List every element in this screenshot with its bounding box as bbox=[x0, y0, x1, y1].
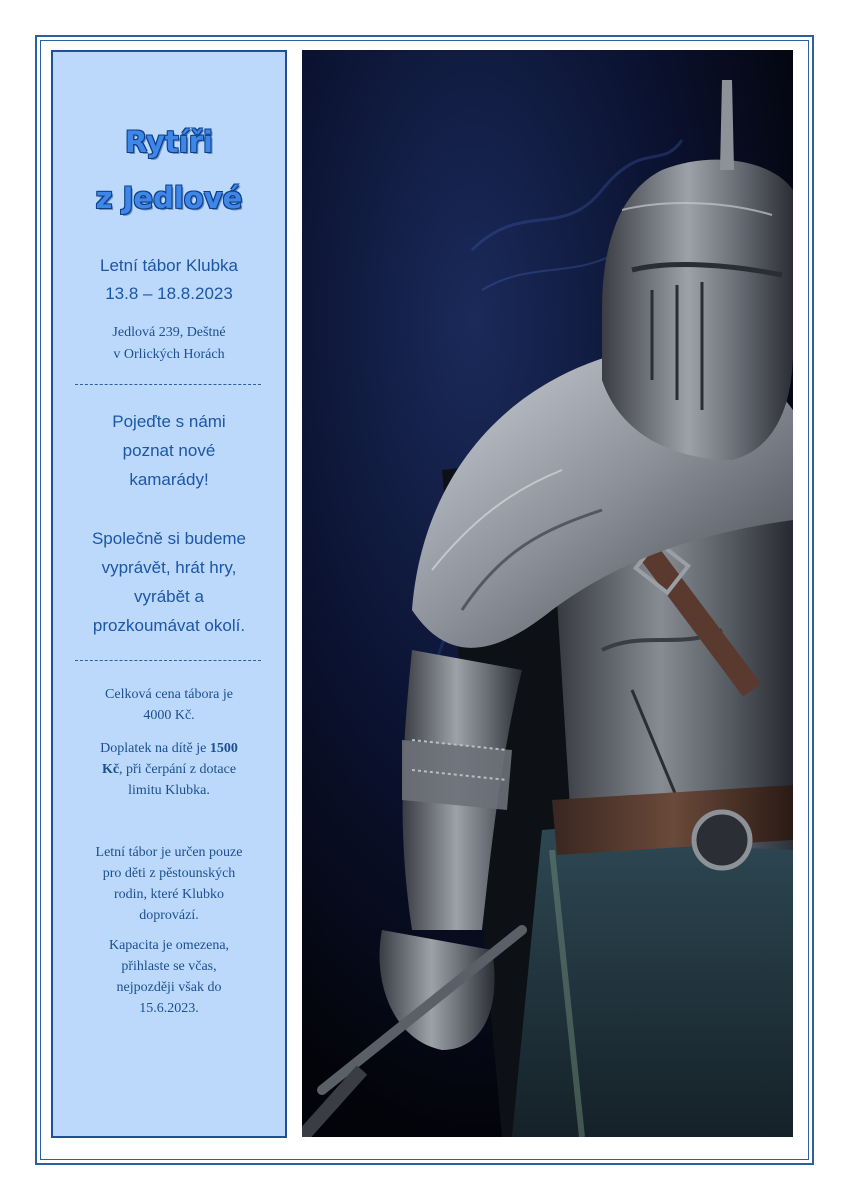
capacity-line: nejpozději však do bbox=[116, 980, 222, 995]
camp-address bbox=[53, 322, 285, 366]
surcharge-line-2 bbox=[53, 759, 285, 780]
target-line: doprovází. bbox=[139, 908, 199, 923]
activities-line: vyprávět, hrát hry, bbox=[101, 558, 237, 577]
activities-text bbox=[53, 524, 285, 640]
capacity-line: Kapacita je omezena, bbox=[108, 938, 230, 953]
address-line-2: v Orlických Horách bbox=[113, 347, 225, 362]
title-line-2: z Jedlové bbox=[95, 181, 243, 215]
surcharge-text-2: , při čerpání z dotace bbox=[119, 762, 237, 777]
invite-line: kamarády! bbox=[129, 470, 209, 489]
activities-line: prozkoumávat okolí. bbox=[92, 616, 246, 635]
surcharge-amount: 1500 bbox=[209, 741, 238, 756]
target-line: rodin, které Klubko bbox=[113, 887, 225, 902]
camp-name: Letní tábor Klubka bbox=[100, 256, 238, 275]
invite-line: poznat nové bbox=[122, 441, 216, 460]
capacity-line: 15.6.2023. bbox=[139, 1001, 199, 1016]
divider-bottom bbox=[75, 660, 261, 661]
surcharge-currency: Kč bbox=[101, 762, 120, 777]
surcharge-line-1 bbox=[53, 738, 285, 759]
surcharge-text bbox=[53, 738, 285, 801]
knight-photo bbox=[302, 50, 793, 1137]
price-line-2: 4000 Kč. bbox=[143, 708, 195, 723]
activities-line: vyrábět a bbox=[134, 587, 204, 606]
price-line-1: Celková cena tábora je bbox=[105, 687, 233, 702]
target-group-text bbox=[53, 842, 285, 926]
target-line: pro děti z pěstounských bbox=[102, 866, 236, 881]
knight-illustration bbox=[302, 50, 793, 1137]
surcharge-line-3: limitu Klubka. bbox=[128, 783, 210, 798]
target-line: Letní tábor je určen pouze bbox=[95, 845, 243, 860]
capacity-text bbox=[53, 935, 285, 1019]
poster-title bbox=[53, 114, 285, 226]
camp-info bbox=[53, 252, 285, 308]
capacity-line: přihlaste se včas, bbox=[121, 959, 217, 974]
surcharge-text-1: Doplatek na dítě je bbox=[100, 741, 210, 756]
text-sidebar bbox=[51, 50, 287, 1138]
invite-text bbox=[53, 407, 285, 494]
address-line-1: Jedlová 239, Deštné bbox=[112, 325, 226, 340]
price-text bbox=[53, 684, 285, 726]
invite-line: Pojeďte s námi bbox=[112, 412, 226, 431]
activities-line: Společně si budeme bbox=[91, 529, 247, 548]
title-line-1: Rytíři bbox=[125, 125, 213, 159]
divider-top bbox=[75, 384, 261, 385]
camp-dates: 13.8 – 18.8.2023 bbox=[105, 284, 233, 303]
